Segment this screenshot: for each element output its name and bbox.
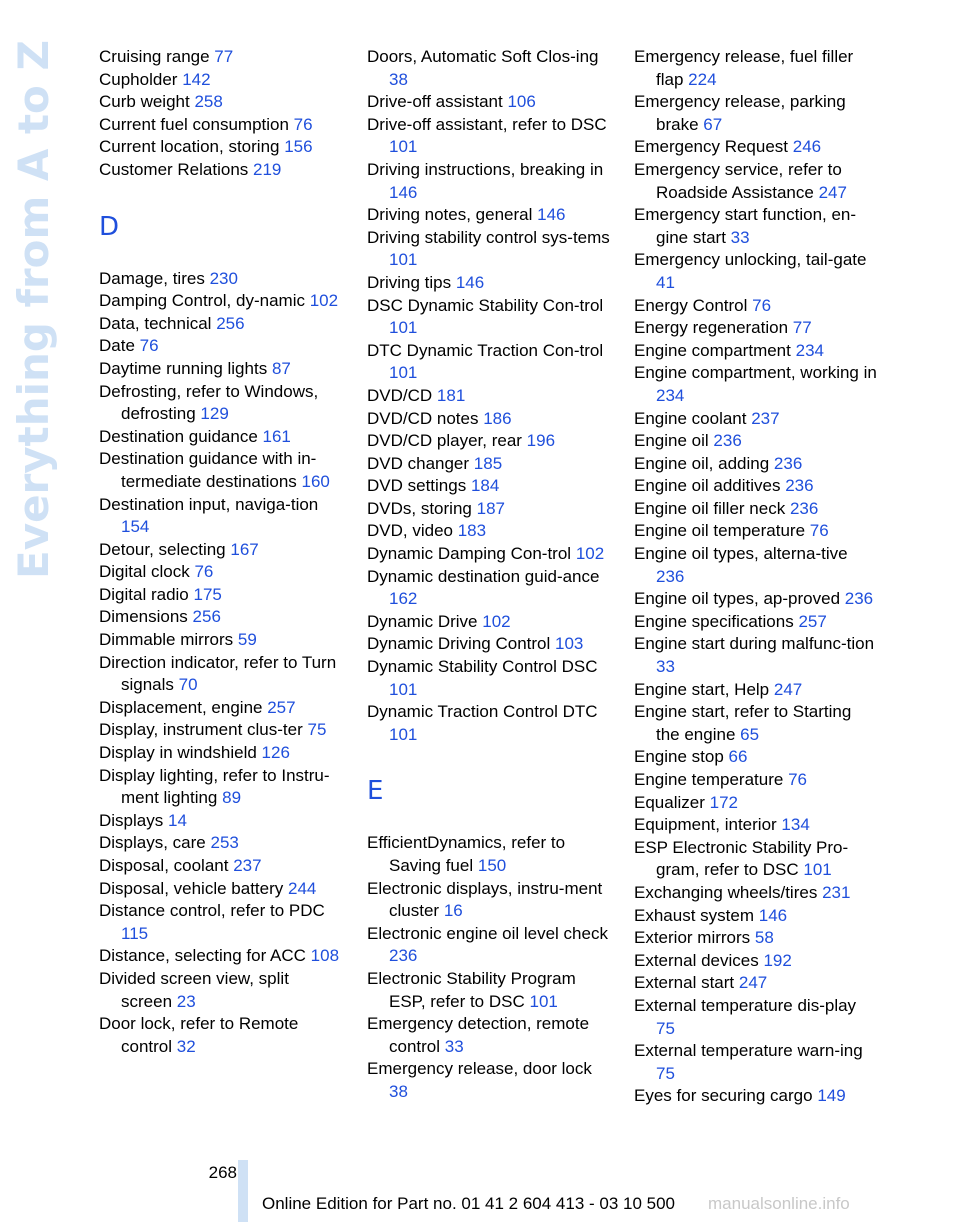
index-column-2 [367,46,612,1104]
index-letter-heading: D [99,211,120,242]
index-entry [367,1013,612,1058]
index-entry [634,814,879,837]
index-entry [99,765,344,810]
index-term: External temperature warn-ing [634,1041,863,1061]
index-term: Daytime running lights [99,358,268,378]
index-entry [634,746,879,769]
index-term: Dimensions [99,607,188,627]
index-entry [367,408,612,431]
index-entry [634,295,879,318]
page-link[interactable]: 16 [443,901,463,921]
index-entry [99,335,344,358]
page-link[interactable]: 89 [222,788,242,808]
page-link[interactable]: 38 [389,1081,408,1101]
page-link[interactable]: 58 [754,928,774,948]
page-link[interactable]: 167 [230,539,259,559]
index-entry [367,340,612,385]
index-term: Electronic engine oil level check [367,923,608,943]
page-link[interactable]: 76 [139,336,159,356]
page-link[interactable]: 14 [167,810,187,830]
watermark: manualsonline.info [708,1194,850,1213]
index-entry [634,498,879,521]
page-link[interactable]: 154 [121,517,150,537]
index-term: DVDs, storing [367,498,472,518]
index-term: Engine start during malfunc-tion [634,634,875,654]
index-term: Displays [99,810,164,830]
index-entry [367,204,612,227]
index-entry [634,792,879,815]
index-term: Engine stop [634,747,724,767]
index-term: DVD/CD player, rear [367,431,522,451]
page-link[interactable]: 115 [121,923,149,943]
index-term: Drive-off assistant, refer to DSC [367,114,607,134]
index-entry [634,995,879,1040]
index-term: Engine specifications [634,611,794,631]
index-term: DVD/CD [367,385,433,405]
index-entry [634,204,879,249]
index-entry [634,972,879,995]
index-term: Damage, tires [99,268,205,288]
index-entry [634,1040,879,1085]
index-entry [634,905,879,928]
index-term: Electronic Stability Program ESP, refer to DSC [367,968,576,1011]
index-term: Destination guidance with in-termediate destinations [99,449,317,491]
index-entry [99,810,344,833]
page-link[interactable]: 70 [178,675,198,695]
page-link[interactable]: 236 [656,566,685,586]
page-link[interactable]: 102 [482,611,511,631]
index-term: Distance control, refer to PDC [99,901,325,921]
index-term: Exchanging wheels/tires [634,882,818,902]
index-entry [99,719,344,742]
index-entry [99,652,344,697]
index-entry [99,136,344,159]
page-link[interactable]: 76 [809,521,829,541]
index-term: External temperature dis-play [634,995,857,1015]
index-term: Dimmable mirrors [99,630,234,650]
index-entry [99,114,344,137]
index-term: Emergency start function, en-gine start [634,205,857,247]
page-link[interactable]: 76 [752,295,772,315]
index-term: Dynamic Traction Control DTC [367,702,598,722]
index-term: Engine oil types, alterna-tive [634,544,848,564]
index-entry [367,611,612,634]
page-link[interactable]: 129 [200,404,229,424]
index-entry [99,584,344,607]
index-term: DVD/CD notes [367,408,479,428]
page-link[interactable]: 258 [194,92,223,112]
page-link[interactable]: 101 [389,137,418,157]
page-link[interactable]: 184 [470,476,500,496]
index-term: Eyes for securing cargo [634,1086,813,1106]
index-term: Emergency release, fuel filler flap [634,47,854,89]
page-link[interactable]: 156 [284,137,313,157]
index-term: Digital radio [99,584,189,604]
index-entry [634,408,879,431]
page-link[interactable]: 230 [209,268,238,288]
page-link[interactable]: 38 [389,69,408,89]
page-link[interactable]: 76 [788,770,807,789]
index-entry [367,227,612,272]
index-term: Displacement, engine [99,697,263,717]
index-term: Engine compartment, working in [634,363,877,383]
page-link[interactable]: 108 [310,946,340,966]
index-term: Current location, storing [99,137,280,157]
page-link[interactable]: 219 [253,159,282,179]
index-term: Data, technical [99,313,212,333]
page-link[interactable]: 32 [176,1036,196,1056]
index-entry [99,290,344,313]
index-entry [367,968,612,1013]
index-entry [367,46,612,91]
index-entry [99,426,344,449]
index-entry [99,448,344,493]
index-entry [634,159,879,204]
page-link[interactable]: 101 [389,724,418,744]
page-link[interactable]: 101 [389,318,418,338]
index-entry [634,611,879,634]
page-link[interactable]: 192 [763,950,792,970]
index-term: Damping Control, dy-namic [99,291,305,311]
index-term: Engine compartment [634,340,791,360]
index-entry [367,543,612,566]
index-entry [634,340,879,363]
index-term: Dynamic Damping Con-trol [367,544,572,564]
index-entry [634,317,879,340]
page-link[interactable]: 23 [176,991,196,1011]
page-link[interactable]: 196 [526,431,556,451]
page-link[interactable]: 162 [389,589,418,609]
index-entry [634,91,879,136]
page-link[interactable]: 101 [389,679,418,699]
page-link[interactable]: 224 [688,69,717,89]
index-entry [634,249,879,294]
page-link[interactable]: 244 [288,878,317,898]
index-term: Emergency release, door lock [367,1059,592,1079]
page-link[interactable]: 236 [844,589,874,609]
index-term: Doors, Automatic Soft Clos-ing [367,47,599,66]
page-link[interactable]: 175 [193,584,222,604]
index-entry [634,769,879,792]
index-entry [99,381,344,426]
index-column-3 [634,46,879,1108]
page-link[interactable]: 186 [483,408,512,428]
index-entry [367,385,612,408]
index-entry [634,927,879,950]
index-term: Engine oil, adding [634,453,770,473]
index-entry [634,633,879,678]
index-entry [99,268,344,291]
index-entry [367,272,612,295]
page-link[interactable]: 256 [216,313,245,333]
index-entry [99,1013,344,1058]
index-term: Energy regeneration [634,318,789,338]
index-term: DTC Dynamic Traction Con-trol [367,340,604,360]
index-entry [634,701,879,746]
page-link[interactable]: 77 [214,47,234,66]
page-link[interactable]: 149 [817,1086,846,1106]
index-term: Displays, care [99,833,206,853]
index-entry [99,358,344,381]
page-link[interactable]: 41 [656,272,675,292]
index-entry [99,742,344,765]
section-side-title: Everything from A to Z [9,40,58,579]
index-entry [99,494,344,539]
index-entry [99,878,344,901]
page-link[interactable]: 247 [738,973,768,993]
index-entry [99,313,344,336]
index-term: Direction indicator, refer to Turn signals [99,652,337,695]
page-link[interactable]: 150 [477,856,507,875]
index-entry [367,453,612,476]
page-link[interactable]: 106 [507,92,536,112]
index-term: Date [99,336,135,356]
index-entry [99,945,344,968]
page-link[interactable]: 256 [192,607,221,627]
page-link[interactable]: 75 [307,720,327,740]
page-link[interactable]: 247 [773,679,803,699]
page-link[interactable]: 102 [309,291,339,311]
page-link[interactable]: 77 [792,318,812,338]
index-letter-heading: E [367,776,384,807]
index-term: Drive-off assistant [367,92,503,112]
index-entry [99,855,344,878]
page-link[interactable]: 237 [751,408,780,428]
index-term: Engine temperature [634,770,784,789]
page-link[interactable]: 76 [194,562,214,582]
index-term: Emergency release, parking brake [634,92,846,134]
index-term: Dynamic Drive [367,611,478,631]
page-link[interactable]: 67 [703,114,723,134]
index-term: Dynamic Driving Control [367,634,551,654]
index-term: Engine oil additives [634,476,781,496]
index-entry [367,159,612,204]
index-entry [634,950,879,973]
index-term: Display in windshield [99,743,257,763]
index-term: Cruising range [99,47,210,66]
page-link[interactable]: 146 [389,182,418,202]
index-column-1 [99,46,344,1058]
page-link[interactable]: 172 [709,792,738,812]
index-entry [367,633,612,656]
index-entry [367,295,612,340]
page-link[interactable]: 236 [785,476,814,496]
index-term: Display lighting, refer to Instru-ment lighting [99,765,330,808]
page-link[interactable]: 101 [389,363,418,383]
page-link[interactable]: 257 [798,611,827,631]
index-term: Disposal, vehicle battery [99,878,284,898]
index-term: Destination input, naviga-tion [99,494,319,514]
page-link[interactable]: 185 [473,453,503,473]
index-entry [367,701,612,746]
page-number: 268 [208,1163,237,1182]
page-link[interactable]: 33 [656,657,675,677]
index-entry [634,543,879,588]
index-term: Driving tips [367,272,452,292]
index-term: Display, instrument clus-ter [99,720,303,740]
index-term: External start [634,973,735,993]
page-link[interactable]: 234 [656,385,685,405]
page-link[interactable]: 59 [237,630,257,650]
index-term: Exhaust system [634,905,754,925]
page-link[interactable]: 102 [575,544,605,564]
index-entry [99,900,344,945]
index-term: Door lock, refer to Remote control [99,1014,299,1056]
index-entry [99,629,344,652]
index-entry [367,923,612,968]
index-entry [634,430,879,453]
index-entry [99,697,344,720]
index-term: Dynamic Stability Control DSC [367,657,598,677]
page-link[interactable]: 103 [555,634,584,654]
index-term: EfficientDynamics, refer to Saving fuel [367,833,566,875]
index-term: Detour, selecting [99,539,226,559]
index-entry [99,46,344,69]
index-entry [99,968,344,1013]
index-term: Exterior mirrors [634,928,751,948]
index-term: Destination guidance [99,426,258,446]
index-term: DVD changer [367,453,470,473]
page-link[interactable]: 101 [389,250,418,270]
page-link[interactable]: 75 [656,1063,675,1083]
index-entry [367,878,612,923]
page-link[interactable]: 236 [789,498,819,518]
index-term: Digital clock [99,562,190,582]
index-term: Driving notes, general [367,205,533,225]
index-entry [367,520,612,543]
index-term: Disposal, coolant [99,856,229,875]
index-entry [634,46,879,91]
index-term: Engine coolant [634,408,747,428]
page-link[interactable]: 146 [537,205,566,225]
index-term: Emergency Request [634,137,789,157]
page-link[interactable]: 65 [740,724,760,744]
index-term: Engine oil filler neck [634,498,786,518]
index-entry [634,837,879,882]
index-entry [99,561,344,584]
index-entry [634,882,879,905]
page-link[interactable]: 246 [792,137,822,157]
index-entry [634,1085,879,1108]
index-entry [99,832,344,855]
page-link[interactable]: 33 [730,227,750,247]
index-term: Emergency detection, remote control [367,1014,590,1056]
page-link[interactable]: 75 [656,1018,675,1038]
page-link[interactable]: 247 [818,182,847,202]
index-term: Dynamic destination guid-ance [367,566,600,586]
index-term: Equipment, interior [634,815,777,835]
page-link[interactable]: 161 [262,426,291,446]
page-link[interactable]: 142 [182,69,211,89]
page-link[interactable]: 146 [455,272,485,292]
index-term: Engine oil types, ap-proved [634,589,841,609]
page-link[interactable]: 87 [271,358,291,378]
index-entry [634,136,879,159]
index-term: Electronic displays, instru-ment cluster [367,878,603,921]
index-term: Engine start, Help [634,679,770,699]
index-term: Driving stability control sys-tems [367,227,610,247]
index-term: Driving instructions, breaking in [367,159,604,179]
page-link[interactable]: 231 [822,882,851,902]
index-term: Engine oil temperature [634,521,806,541]
footer-accent-bar [238,1160,248,1222]
page-link[interactable]: 101 [529,991,558,1011]
index-entry [99,606,344,629]
page-link[interactable]: 253 [210,833,239,853]
index-term: Defrosting, refer to Windows, defrosting [99,381,319,424]
index-entry [634,453,879,476]
page-link[interactable]: 236 [773,453,803,473]
index-term: Curb weight [99,92,190,112]
index-term: Energy Control [634,295,748,315]
index-term: External devices [634,950,759,970]
page-link[interactable]: 76 [293,114,313,134]
index-entry [634,679,879,702]
index-entry [367,498,612,521]
index-term: Emergency service, refer to Roadside Assistance [634,159,842,202]
index-entry [634,520,879,543]
page-link[interactable]: 134 [781,815,810,835]
page-link[interactable]: 66 [728,747,748,767]
index-term: Engine oil [634,431,709,451]
page-link[interactable]: 101 [803,860,832,880]
index-term: DVD settings [367,476,467,496]
index-term: Current fuel consumption [99,114,289,134]
index-entry [367,114,612,159]
index-entry [367,1058,612,1103]
page-link[interactable]: 33 [444,1036,464,1056]
index-entry [367,832,612,877]
index-entry [367,91,612,114]
page-link[interactable]: 234 [795,340,824,360]
index-entry [99,159,344,182]
index-entry [99,69,344,92]
index-entry [634,362,879,407]
index-term: Emergency unlocking, tail-gate [634,250,867,270]
index-term: Equalizer [634,792,705,812]
index-term: Divided screen view, split screen [99,968,289,1011]
index-entry [367,475,612,498]
page-link[interactable]: 183 [457,521,487,541]
index-entry [99,539,344,562]
index-entry [367,566,612,611]
index-term: ESP Electronic Stability Pro-gram, refer to DSC [634,837,849,880]
footer-edition-text: Online Edition for Part no. 01 41 2 604 413 - 03 10 500 [262,1194,676,1213]
index-entry [367,430,612,453]
page-link[interactable]: 160 [301,471,330,491]
index-term: DSC Dynamic Stability Con-trol [367,295,604,315]
index-term: Engine start, refer to Starting the engine [634,702,852,744]
index-term: Distance, selecting for ACC [99,946,306,966]
page-link[interactable]: 257 [267,697,296,717]
page-link[interactable]: 126 [261,743,290,763]
page-link[interactable]: 181 [436,385,466,405]
page-link[interactable]: 236 [713,431,742,451]
index-term: DVD, video [367,521,453,541]
page-link[interactable]: 187 [476,498,505,518]
page-link[interactable]: 236 [389,946,418,966]
index-entry [634,475,879,498]
index-entry [634,588,879,611]
index-term: Cupholder [99,69,178,89]
index-entry [99,91,344,114]
page-link[interactable]: 237 [233,856,262,875]
page-link[interactable]: 146 [758,905,788,925]
index-term: Customer Relations [99,159,249,179]
index-entry [367,656,612,701]
